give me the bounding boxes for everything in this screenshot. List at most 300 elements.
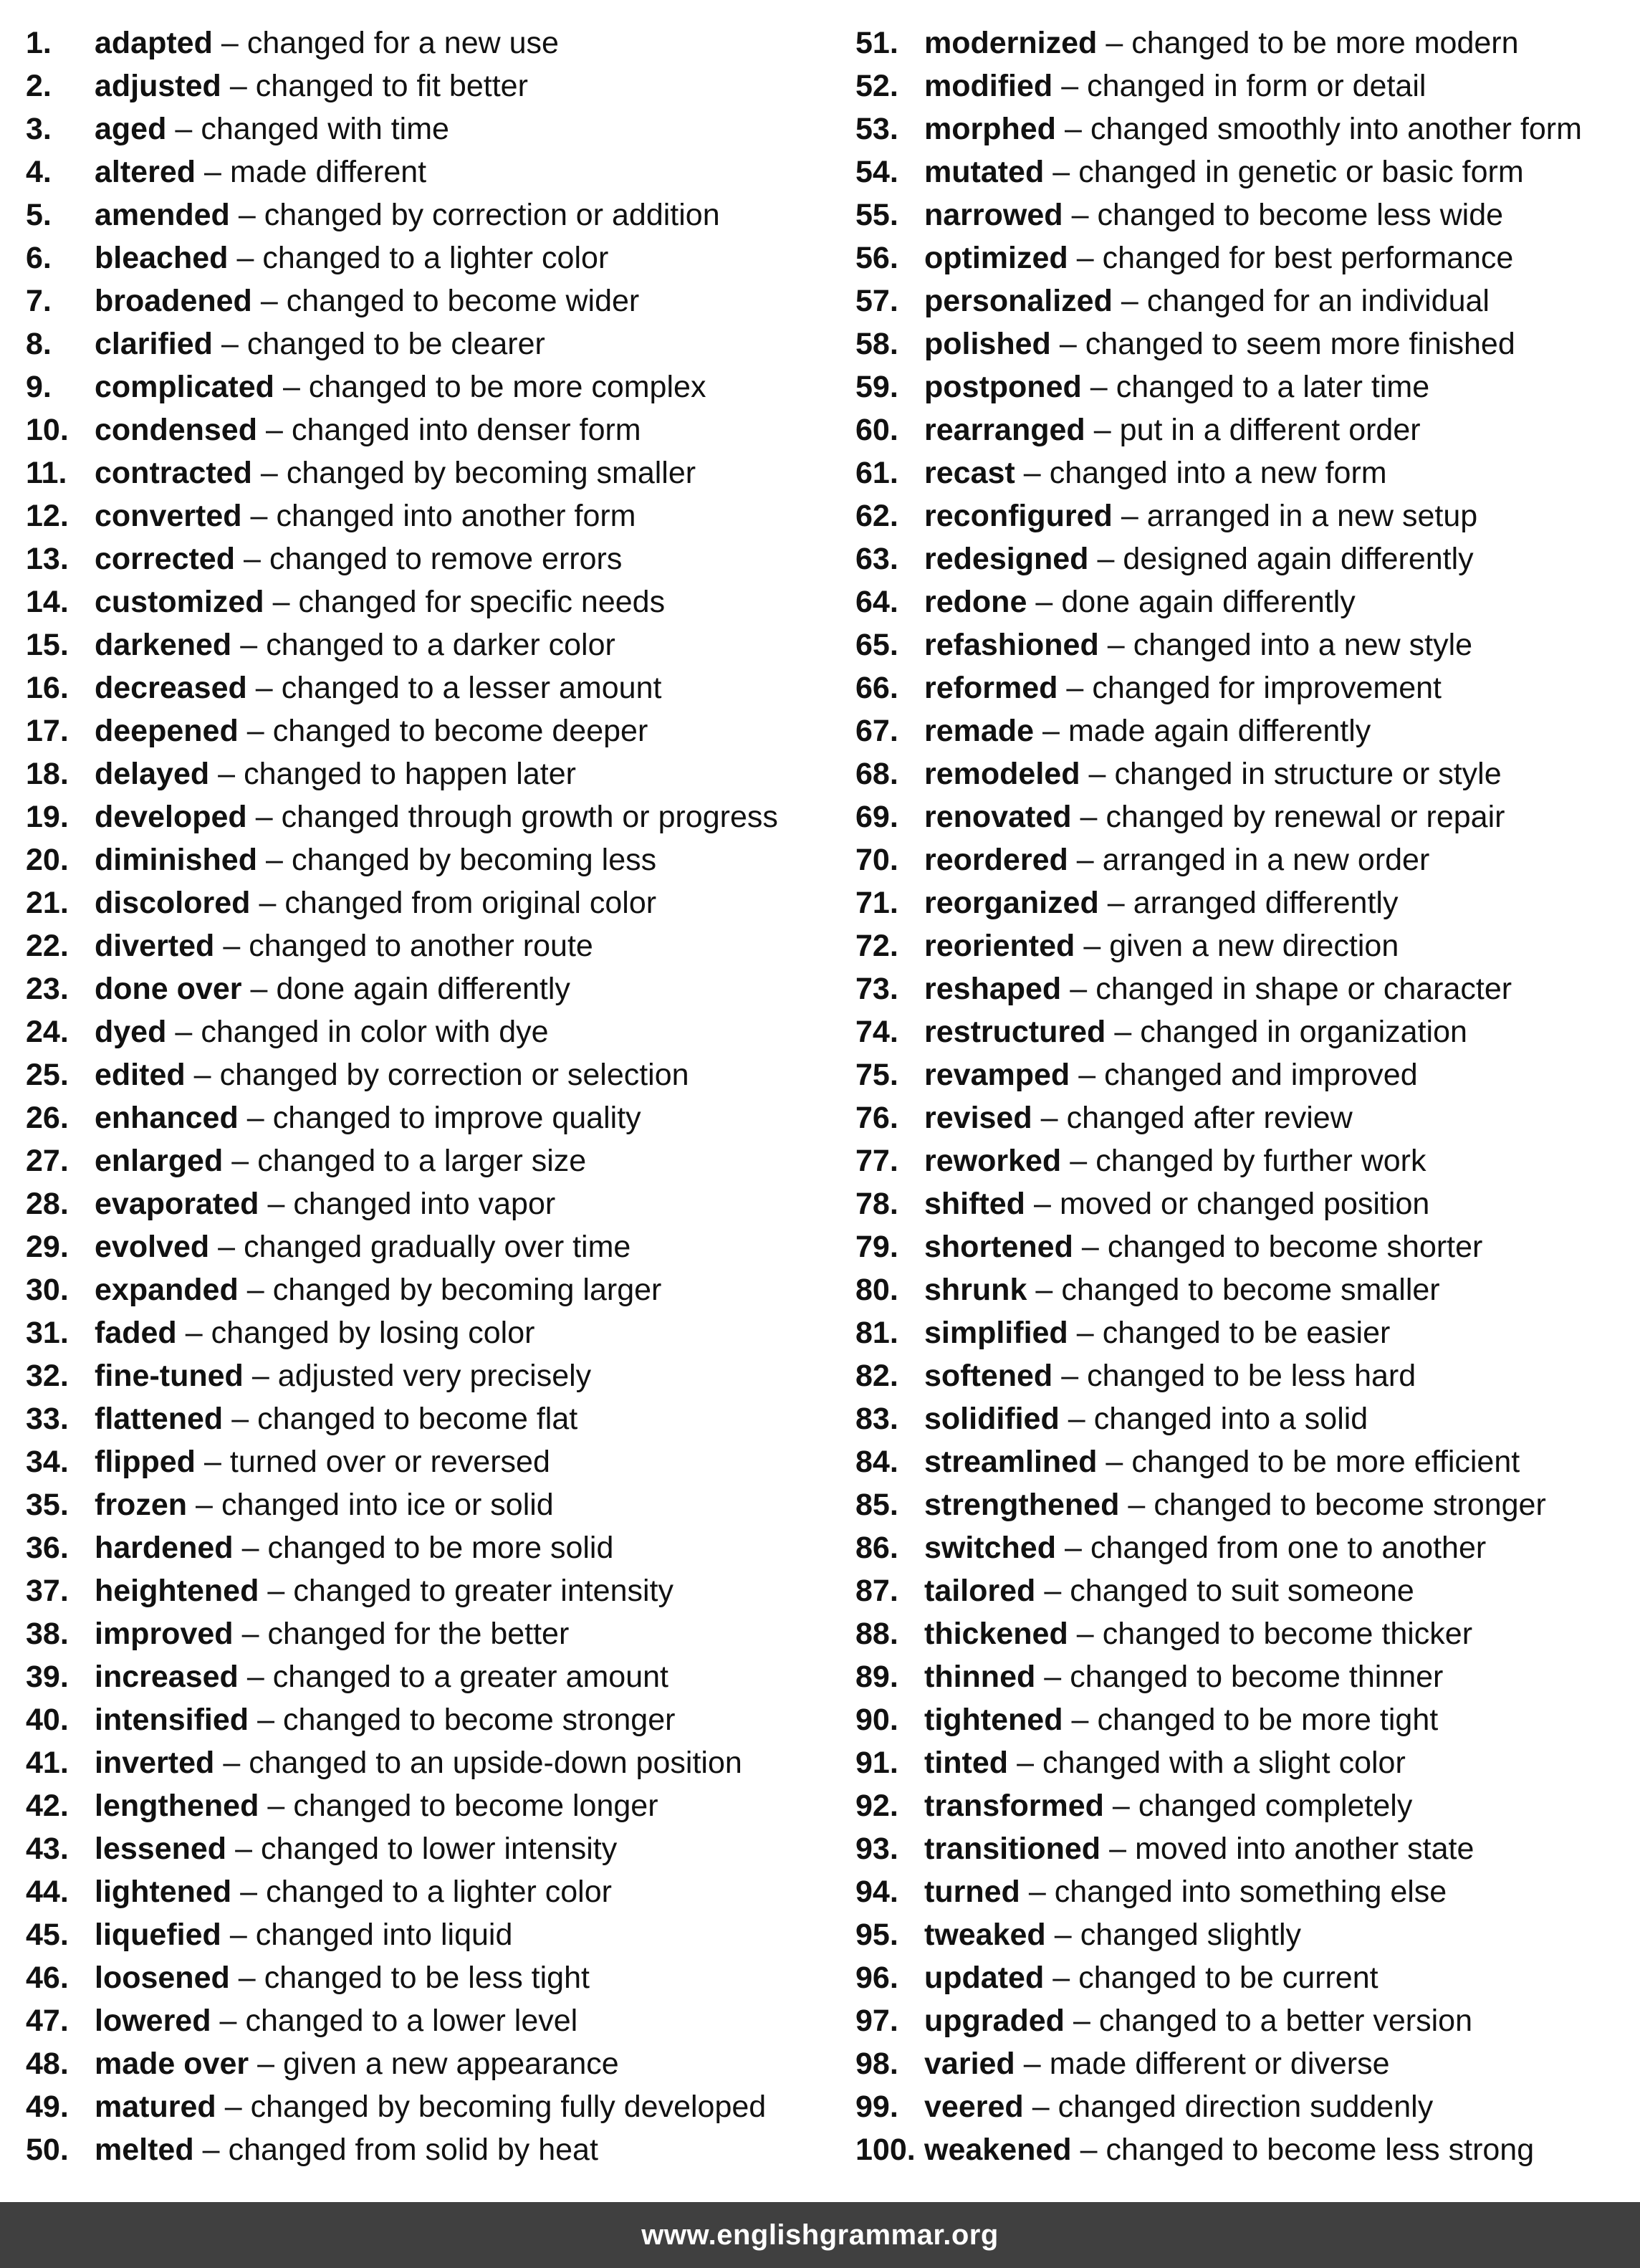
item-number: 12. <box>26 499 69 533</box>
item-definition: changed in form or detail <box>1087 69 1426 103</box>
item-definition: changed to a darker color <box>266 628 615 662</box>
item-number: 44. <box>26 1875 69 1909</box>
item-definition: changed to be easier <box>1102 1316 1391 1350</box>
item-definition: changed by becoming less <box>291 843 657 877</box>
list-item <box>26 1569 821 1612</box>
item-word: contracted <box>95 456 252 490</box>
item-definition: changed to a lower level <box>245 2004 578 2038</box>
list-item <box>26 1612 821 1655</box>
item-word: remade <box>924 714 1034 748</box>
item-separator: – <box>246 1660 264 1694</box>
list-item <box>26 1741 821 1784</box>
item-word: flattened <box>95 1402 224 1436</box>
item-number: 35. <box>26 1488 69 1522</box>
item-separator: – <box>246 1273 264 1307</box>
list-item <box>26 1827 821 1870</box>
item-number: 29. <box>26 1230 69 1264</box>
item-definition: changed to a greater amount <box>272 1660 668 1694</box>
item-word: updated <box>924 1961 1045 1995</box>
item-number: 56. <box>855 241 898 275</box>
item-number: 19. <box>26 800 69 834</box>
item-separator: – <box>260 284 278 318</box>
list-item <box>855 322 1629 365</box>
item-separator: – <box>1028 1875 1046 1909</box>
item-number: 13. <box>26 542 69 576</box>
list-item <box>855 107 1629 150</box>
item-word: redesigned <box>924 542 1089 576</box>
item-definition: changed with time <box>201 112 449 146</box>
item-separator: – <box>1083 929 1101 963</box>
list-item <box>26 236 821 279</box>
item-separator: – <box>238 198 256 232</box>
list-item <box>26 1870 821 1913</box>
item-separator: – <box>1121 499 1138 533</box>
item-separator: – <box>175 1015 193 1049</box>
item-word: heightened <box>95 1574 259 1608</box>
item-definition: changed into a new form <box>1049 456 1387 490</box>
item-word: altered <box>95 155 196 189</box>
list-item <box>855 1096 1629 1139</box>
item-number: 59. <box>855 370 898 404</box>
list-item <box>855 2085 1629 2128</box>
item-separator: – <box>1093 413 1111 447</box>
item-number: 98. <box>855 2047 898 2081</box>
item-separator: – <box>260 456 278 490</box>
item-separator: – <box>241 1617 259 1651</box>
item-word: strengthened <box>924 1488 1120 1522</box>
item-word: complicated <box>95 370 274 404</box>
item-definition: changed to lower intensity <box>261 1832 618 1866</box>
list-item <box>26 1397 821 1440</box>
item-definition: changed in genetic or basic form <box>1078 155 1524 189</box>
item-word: tightened <box>924 1703 1063 1737</box>
item-word: reformed <box>924 671 1058 705</box>
item-separator: – <box>236 241 254 275</box>
list-item <box>26 1311 821 1354</box>
list-item <box>26 150 821 193</box>
item-separator: – <box>202 2133 220 2167</box>
item-definition: changed for best performance <box>1102 241 1514 275</box>
item-definition: changed with a slight color <box>1042 1746 1406 1780</box>
list-item <box>26 2085 821 2128</box>
item-number: 84. <box>855 1445 898 1479</box>
item-definition: changed for an individual <box>1146 284 1490 318</box>
item-definition: changed to a lighter color <box>266 1875 612 1909</box>
item-number: 96. <box>855 1961 898 1995</box>
item-number: 18. <box>26 757 69 791</box>
item-word: faded <box>95 1316 177 1350</box>
item-word: tweaked <box>924 1918 1046 1952</box>
item-number: 40. <box>26 1703 69 1737</box>
item-word: reworked <box>924 1144 1062 1178</box>
item-number: 68. <box>855 757 898 791</box>
item-number: 66. <box>855 671 898 705</box>
item-definition: adjusted very precisely <box>277 1359 592 1393</box>
item-number: 43. <box>26 1832 69 1866</box>
item-number: 73. <box>855 972 898 1006</box>
item-word: liquefied <box>95 1918 221 1952</box>
item-definition: made different or diverse <box>1049 2047 1390 2081</box>
item-definition: changed to a lighter color <box>262 241 609 275</box>
item-definition: changed by correction or selection <box>219 1058 689 1092</box>
item-number: 85. <box>855 1488 898 1522</box>
item-definition: changed to become flat <box>257 1402 578 1436</box>
item-number: 80. <box>855 1273 898 1307</box>
item-definition: changed to be more solid <box>267 1531 614 1565</box>
item-number: 23. <box>26 972 69 1006</box>
item-word: evolved <box>95 1230 210 1264</box>
list-item <box>26 279 821 322</box>
list-item <box>855 838 1629 881</box>
item-separator: – <box>1073 2004 1090 2038</box>
item-separator: – <box>267 1187 285 1221</box>
item-number: 25. <box>26 1058 69 1092</box>
list-item <box>26 64 821 107</box>
item-separator: – <box>1090 370 1108 404</box>
list-item <box>26 666 821 709</box>
item-word: clarified <box>95 327 213 361</box>
item-number: 10. <box>26 413 69 447</box>
list-item <box>26 1182 821 1225</box>
list-item <box>855 1913 1629 1956</box>
item-number: 15. <box>26 628 69 662</box>
item-separator: – <box>224 2090 242 2124</box>
item-number: 3. <box>26 112 52 146</box>
list-item <box>26 1913 821 1956</box>
item-separator: – <box>204 155 221 189</box>
item-separator: – <box>185 1316 203 1350</box>
item-separator: – <box>241 1531 259 1565</box>
footer-website: www.englishgrammar.org <box>641 2219 999 2251</box>
word-list <box>0 21 1640 2171</box>
item-definition: changed smoothly into another form <box>1090 112 1582 146</box>
list-item <box>855 1483 1629 1526</box>
list-item <box>26 365 821 408</box>
list-item <box>26 322 821 365</box>
item-definition: changed to fit better <box>255 69 528 103</box>
item-definition: turned over or reversed <box>229 1445 550 1479</box>
list-item <box>855 709 1629 752</box>
item-definition: changed gradually over time <box>244 1230 631 1264</box>
item-definition: changed to become stronger <box>283 1703 676 1737</box>
item-word: veered <box>924 2090 1024 2124</box>
item-definition: changed by becoming smaller <box>286 456 696 490</box>
item-separator: – <box>257 1703 274 1737</box>
item-separator: – <box>1064 112 1082 146</box>
item-separator: – <box>1112 1789 1130 1823</box>
item-definition: changed into something else <box>1054 1875 1447 1909</box>
item-word: revised <box>924 1101 1032 1135</box>
item-definition: changed into denser form <box>291 413 641 447</box>
item-word: improved <box>95 1617 234 1651</box>
item-separator: – <box>1114 1015 1132 1049</box>
item-separator: – <box>1071 198 1089 232</box>
item-word: reshaped <box>924 972 1062 1006</box>
item-definition: changed into liquid <box>255 1918 513 1952</box>
item-word: rearranged <box>924 413 1085 447</box>
item-word: streamlined <box>924 1445 1098 1479</box>
item-separator: – <box>1076 1617 1094 1651</box>
item-number: 81. <box>855 1316 898 1350</box>
item-number: 64. <box>855 585 898 619</box>
item-number: 49. <box>26 2090 69 2124</box>
item-number: 61. <box>855 456 898 490</box>
item-word: expanded <box>95 1273 239 1307</box>
item-definition: changed to become longer <box>293 1789 658 1823</box>
item-definition: arranged differently <box>1133 886 1399 920</box>
item-word: diminished <box>95 843 257 877</box>
list-item <box>26 1225 821 1268</box>
item-definition: changed by correction or addition <box>264 198 720 232</box>
list-item <box>26 967 821 1010</box>
list-item <box>855 1139 1629 1182</box>
item-definition: changed to an upside-down position <box>249 1746 742 1780</box>
item-word: modified <box>924 69 1053 103</box>
item-number: 92. <box>855 1789 898 1823</box>
list-item <box>855 1354 1629 1397</box>
list-item <box>855 1182 1629 1225</box>
item-number: 53. <box>855 112 898 146</box>
item-definition: changed by becoming larger <box>272 1273 662 1307</box>
item-number: 30. <box>26 1273 69 1307</box>
item-number: 93. <box>855 1832 898 1866</box>
list-item <box>855 1612 1629 1655</box>
list-item <box>855 1827 1629 1870</box>
item-number: 67. <box>855 714 898 748</box>
item-definition: changed to become deeper <box>272 714 648 748</box>
item-definition: changed in color with dye <box>201 1015 549 1049</box>
item-word: mutated <box>924 155 1045 189</box>
item-number: 20. <box>26 843 69 877</box>
list-item <box>855 1311 1629 1354</box>
item-number: 32. <box>26 1359 69 1393</box>
list-item <box>26 1010 821 1053</box>
item-separator: – <box>1052 1961 1070 1995</box>
item-word: broadened <box>95 284 252 318</box>
item-word: made over <box>95 2047 249 2081</box>
item-definition: changed in organization <box>1140 1015 1467 1049</box>
item-number: 14. <box>26 585 69 619</box>
list-item <box>855 150 1629 193</box>
item-number: 76. <box>855 1101 898 1135</box>
item-word: reordered <box>924 843 1068 877</box>
item-word: enhanced <box>95 1101 239 1135</box>
list-item <box>26 537 821 580</box>
item-separator: – <box>1076 843 1094 877</box>
item-separator: – <box>246 1101 264 1135</box>
item-definition: done again differently <box>1061 585 1356 619</box>
item-separator: – <box>1017 1746 1034 1780</box>
item-number: 79. <box>855 1230 898 1264</box>
list-item <box>26 1999 821 2042</box>
item-word: darkened <box>95 628 232 662</box>
item-word: edited <box>95 1058 186 1092</box>
item-separator: – <box>1059 327 1077 361</box>
item-definition: changed to be more complex <box>308 370 706 404</box>
item-definition: changed by renewal or repair <box>1106 800 1505 834</box>
item-separator: – <box>229 69 247 103</box>
item-separator: – <box>1032 2090 1050 2124</box>
item-word: adapted <box>95 26 213 60</box>
item-definition: moved into another state <box>1135 1832 1474 1866</box>
item-word: optimized <box>924 241 1068 275</box>
item-word: morphed <box>924 112 1056 146</box>
item-word: adjusted <box>95 69 221 103</box>
item-word: shrunk <box>924 1273 1027 1307</box>
item-word: simplified <box>924 1316 1068 1350</box>
item-separator: – <box>1106 1445 1123 1479</box>
item-definition: changed by losing color <box>211 1316 535 1350</box>
item-separator: – <box>267 1789 285 1823</box>
item-word: redone <box>924 585 1027 619</box>
item-definition: given a new appearance <box>283 2047 619 2081</box>
item-number: 94. <box>855 1875 898 1909</box>
item-separator: – <box>203 1445 221 1479</box>
list-item <box>26 2128 821 2171</box>
item-word: turned <box>924 1875 1020 1909</box>
item-definition: changed to a larger size <box>257 1144 587 1178</box>
list-item <box>26 1526 821 1569</box>
item-separator: – <box>1052 155 1070 189</box>
item-definition: changed to become smaller <box>1061 1273 1440 1307</box>
item-number: 65. <box>855 628 898 662</box>
item-number: 45. <box>26 1918 69 1952</box>
item-separator: – <box>1061 69 1079 103</box>
item-separator: – <box>1068 1402 1085 1436</box>
item-separator: – <box>257 2047 275 2081</box>
item-word: recast <box>924 456 1015 490</box>
item-number: 77. <box>855 1144 898 1178</box>
item-separator: – <box>223 1746 241 1780</box>
item-number: 28. <box>26 1187 69 1221</box>
item-number: 5. <box>26 198 52 232</box>
item-word: discolored <box>95 886 251 920</box>
item-number: 47. <box>26 2004 69 2038</box>
item-definition: changed in structure or style <box>1114 757 1502 791</box>
item-number: 48. <box>26 2047 69 2081</box>
list-item <box>855 279 1629 322</box>
item-definition: arranged in a new setup <box>1146 499 1478 533</box>
item-number: 89. <box>855 1660 898 1694</box>
item-definition: changed to be less hard <box>1087 1359 1416 1393</box>
item-definition: changed to happen later <box>244 757 576 791</box>
item-definition: changed completely <box>1138 1789 1413 1823</box>
item-separator: – <box>246 714 264 748</box>
item-separator: – <box>244 542 261 576</box>
item-separator: – <box>240 1875 258 1909</box>
item-word: inverted <box>95 1746 215 1780</box>
item-word: tailored <box>924 1574 1036 1608</box>
item-word: customized <box>95 585 264 619</box>
list-item <box>26 752 821 795</box>
item-word: softened <box>924 1359 1053 1393</box>
item-separator: – <box>1065 1531 1082 1565</box>
list-item <box>855 1440 1629 1483</box>
item-separator: – <box>223 929 241 963</box>
item-definition: arranged in a new order <box>1102 843 1430 877</box>
list-item <box>26 580 821 623</box>
item-definition: changed by further work <box>1095 1144 1426 1178</box>
list-item <box>855 2042 1629 2085</box>
item-separator: – <box>221 26 239 60</box>
item-separator: – <box>221 327 239 361</box>
list-item <box>855 193 1629 236</box>
list-item <box>855 1569 1629 1612</box>
item-definition: changed slightly <box>1080 1918 1302 1952</box>
item-definition: changed into vapor <box>293 1187 556 1221</box>
item-word: thinned <box>924 1660 1036 1694</box>
item-definition: changed to be less tight <box>264 1961 590 1995</box>
item-definition: made different <box>230 155 427 189</box>
list-item <box>26 924 821 967</box>
list-item <box>855 2128 1629 2171</box>
item-number: 2. <box>26 69 52 103</box>
item-number: 100. <box>855 2133 916 2167</box>
item-word: lightened <box>95 1875 232 1909</box>
item-number: 70. <box>855 843 898 877</box>
list-item <box>855 1956 1629 1999</box>
item-word: decreased <box>95 671 247 705</box>
word-list-column-left <box>26 21 821 2171</box>
item-definition: put in a different order <box>1119 413 1421 447</box>
list-item <box>26 21 821 64</box>
list-item <box>855 1784 1629 1827</box>
item-number: 72. <box>855 929 898 963</box>
item-word: lengthened <box>95 1789 259 1823</box>
item-number: 27. <box>26 1144 69 1178</box>
item-number: 36. <box>26 1531 69 1565</box>
list-item <box>855 451 1629 494</box>
item-definition: given a new direction <box>1109 929 1399 963</box>
item-word: loosened <box>95 1961 230 1995</box>
list-item <box>855 1010 1629 1053</box>
item-number: 46. <box>26 1961 69 1995</box>
item-separator: – <box>240 628 258 662</box>
item-separator: – <box>1106 26 1123 60</box>
item-word: evaporated <box>95 1187 259 1221</box>
item-number: 34. <box>26 1445 69 1479</box>
item-number: 86. <box>855 1531 898 1565</box>
item-definition: changed to become thicker <box>1102 1617 1473 1651</box>
list-item <box>26 1655 821 1698</box>
list-item <box>26 1268 821 1311</box>
item-word: reconfigured <box>924 499 1113 533</box>
list-item <box>26 494 821 537</box>
item-word: dyed <box>95 1015 167 1049</box>
item-separator: – <box>1040 1101 1058 1135</box>
item-word: transitioned <box>924 1832 1101 1866</box>
item-separator: – <box>1054 1918 1072 1952</box>
item-number: 71. <box>855 886 898 920</box>
item-definition: changed to become shorter <box>1107 1230 1483 1264</box>
list-item <box>855 64 1629 107</box>
list-item <box>855 881 1629 924</box>
word-list-column-right <box>855 21 1629 2171</box>
list-item <box>26 709 821 752</box>
item-separator: – <box>1128 1488 1146 1522</box>
list-item <box>26 838 821 881</box>
item-word: reorganized <box>924 886 1099 920</box>
list-item <box>26 408 821 451</box>
item-number: 74. <box>855 1015 898 1049</box>
item-number: 7. <box>26 284 52 318</box>
list-item <box>26 1053 821 1096</box>
list-item <box>855 408 1629 451</box>
item-definition: changed for specific needs <box>298 585 666 619</box>
list-item <box>855 1741 1629 1784</box>
list-item <box>855 1999 1629 2042</box>
item-number: 88. <box>855 1617 898 1651</box>
